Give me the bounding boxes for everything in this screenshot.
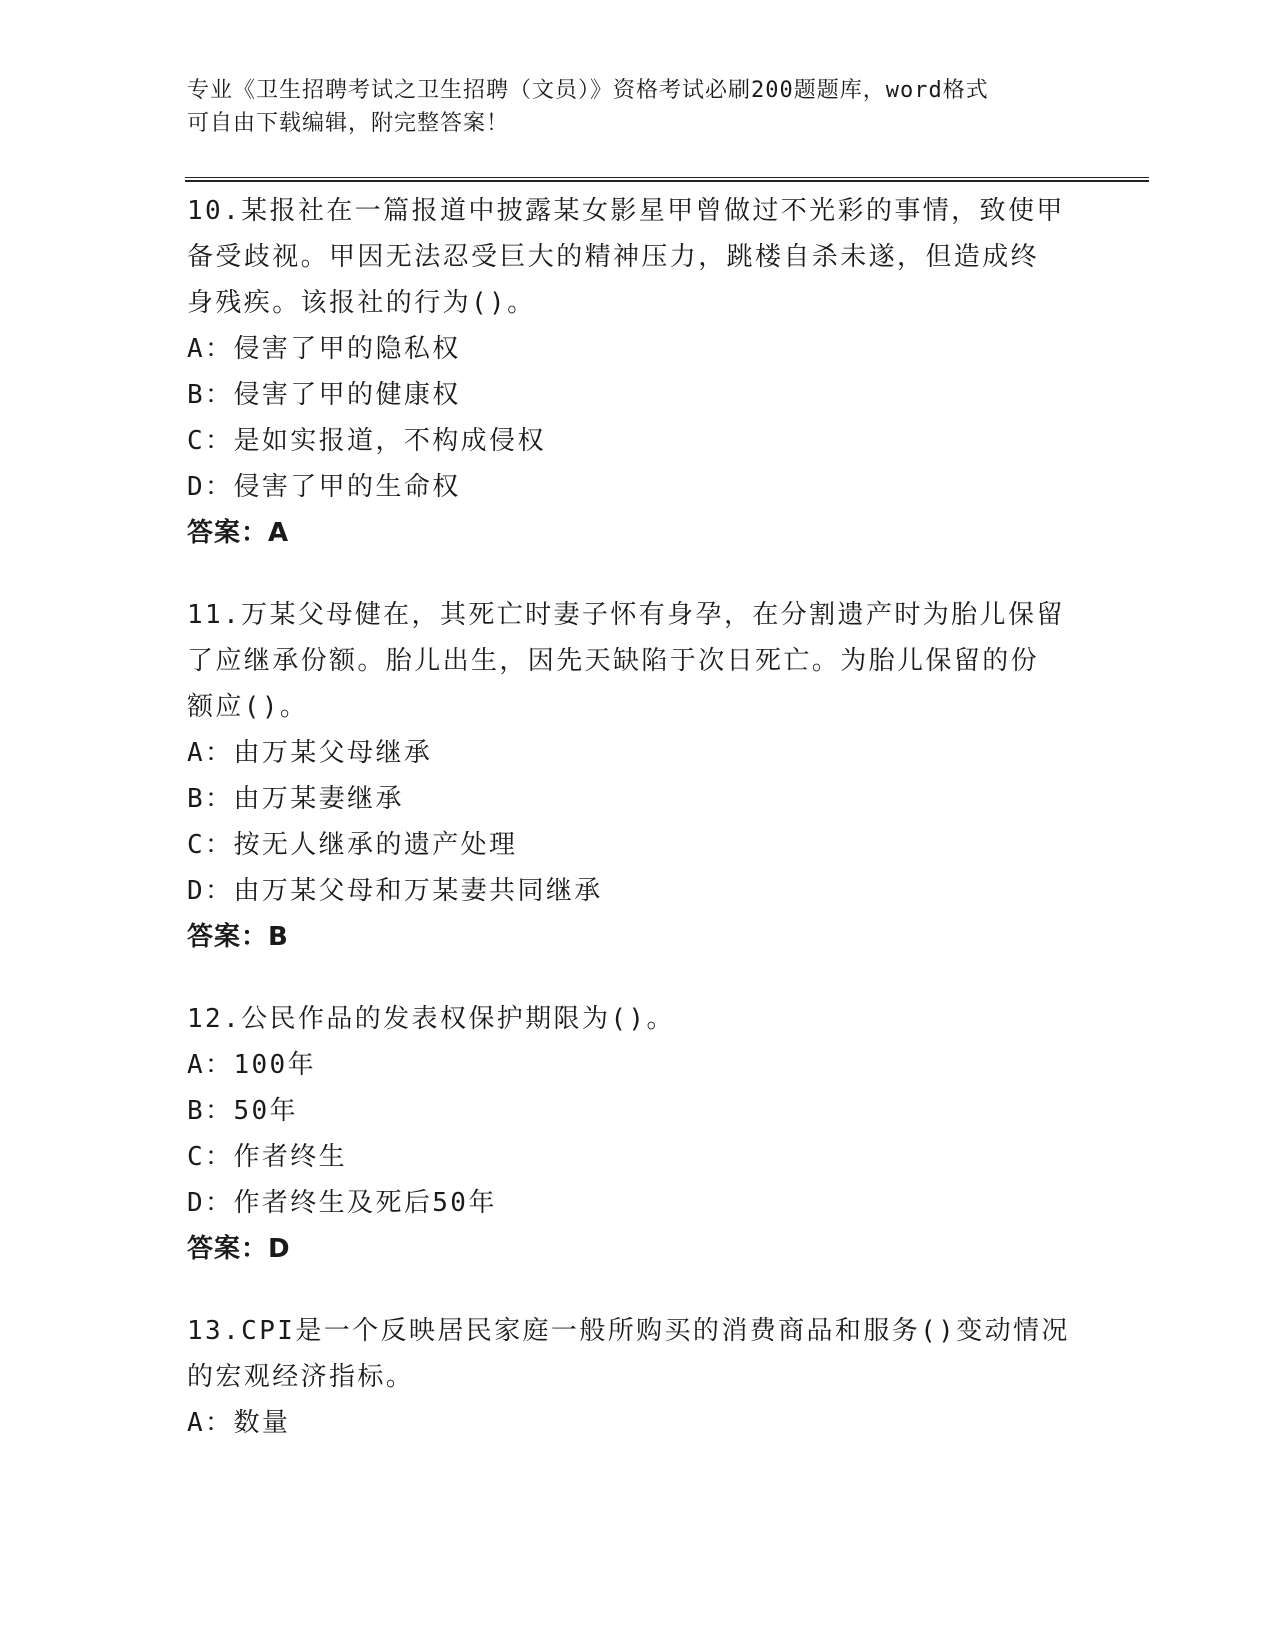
option-a: A：100年	[187, 1050, 317, 1080]
answer-line: 答案：D	[187, 1234, 291, 1264]
answer-line: 答案：A	[187, 518, 290, 548]
option-b: B：侵害了甲的健康权	[187, 380, 461, 410]
stem-line: 了应继承份额。胎儿出生，因先天缺陷于次日死亡。为胎儿保留的份	[187, 646, 1040, 676]
stem-line: 身残疾。该报社的行为()。	[187, 288, 536, 318]
question-list	[187, 188, 1087, 1482]
question-stem	[187, 1308, 1087, 1400]
option-d: D：作者终生及死后50年	[187, 1188, 497, 1218]
question-10	[187, 188, 1087, 556]
question-stem	[187, 592, 1087, 730]
stem-line: 10.某报社在一篇报道中披露某女影星甲曾做过不光彩的事情，致使甲	[187, 196, 1065, 226]
option-c: C：是如实报道，不构成侵权	[187, 426, 546, 456]
question-stem	[187, 996, 1087, 1042]
option-b: B：由万某妻继承	[187, 784, 404, 814]
header-line-2: 可自由下载编辑，附完整答案！	[187, 111, 510, 136]
stem-line: 12.公民作品的发表权保护期限为()。	[187, 1004, 675, 1034]
option-b: B：50年	[187, 1096, 298, 1126]
question-13	[187, 1308, 1087, 1446]
header-line-1: 专业《卫生招聘考试之卫生招聘（文员）》资格考试必刷200题题库，word格式	[187, 78, 989, 103]
question-12	[187, 996, 1087, 1272]
stem-line: 11.万某父母健在，其死亡时妻子怀有身孕，在分割遗产时为胎儿保留	[187, 600, 1065, 630]
question-11	[187, 592, 1087, 960]
option-a: A：由万某父母继承	[187, 738, 433, 768]
stem-line: 的宏观经济指标。	[187, 1362, 415, 1392]
option-c: C：作者终生	[187, 1142, 348, 1172]
stem-line: 13.CPI是一个反映居民家庭一般所购买的消费商品和服务()变动情况	[187, 1316, 1070, 1346]
option-c: C：按无人继承的遗产处理	[187, 830, 518, 860]
stem-line: 备受歧视。甲因无法忍受巨大的精神压力，跳楼自杀未遂，但造成终	[187, 242, 1040, 272]
option-d: D：由万某父母和万某妻共同继承	[187, 876, 603, 906]
option-a: A：数量	[187, 1408, 291, 1438]
header-divider	[185, 177, 1149, 182]
document-header	[187, 74, 1067, 140]
question-stem	[187, 188, 1087, 326]
option-a: A：侵害了甲的隐私权	[187, 334, 461, 364]
document-page	[187, 0, 1147, 1650]
option-d: D：侵害了甲的生命权	[187, 472, 461, 502]
answer-line: 答案：B	[187, 922, 289, 952]
stem-line: 额应()。	[187, 692, 309, 722]
